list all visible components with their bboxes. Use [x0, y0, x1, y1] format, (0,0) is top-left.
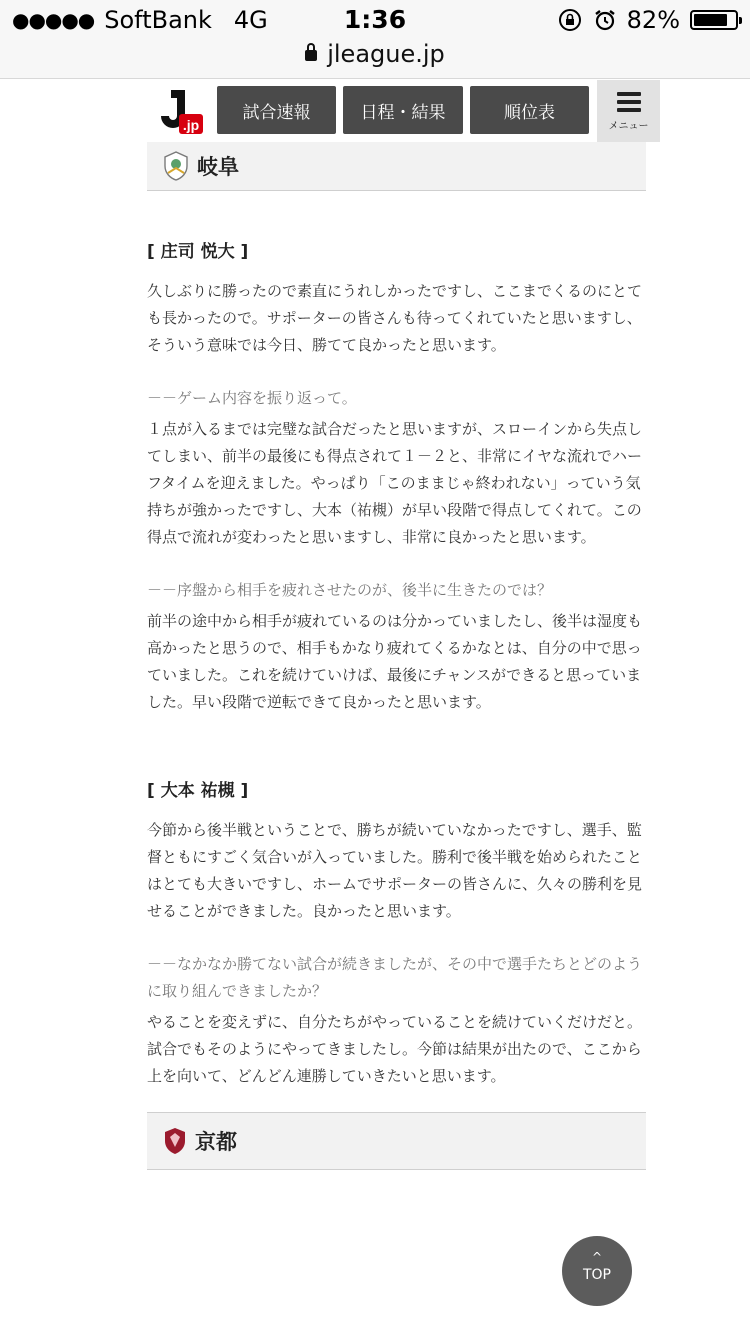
battery-icon — [690, 10, 738, 30]
battery-level — [694, 14, 727, 26]
menu-button[interactable] — [597, 80, 660, 142]
battery-percent: 82% — [626, 6, 680, 34]
status-bar — [0, 0, 750, 40]
gifu-crest-icon — [163, 151, 189, 181]
carrier-name: SoftBank — [104, 6, 212, 34]
team-name: 岐阜 — [197, 155, 239, 179]
chevron-up-icon: ^ — [591, 1250, 603, 1264]
nav-schedule-button[interactable]: 日程・結果 — [343, 86, 463, 134]
answer-text: 前半の途中から相手が疲れているのは分かっていましたし、後半は湿度も高かったと思うので、相手もかなり疲れてくるかなとは、自分の中で思っていました。これを続けていけば、最後にチャンスができると思っていました。早い段階で逆転できて良かったと思います。 — [147, 612, 643, 711]
player-name: [ 庄司 悦大 ] — [147, 242, 249, 262]
team-name: 京都 — [195, 1130, 237, 1154]
answer-text: やることを変えずに、自分たちがやっていることを続けていくだけだと。試合でもそのようにやってきましたし。今節は結果が出たので、ここから上を向いて、どんどん連勝していきたいと思います。 — [147, 1013, 643, 1085]
svg-text:.jp: .jp — [182, 117, 200, 133]
kyoto-crest-icon — [163, 1127, 187, 1155]
status-right — [557, 6, 738, 34]
clock: 1:36 — [343, 5, 407, 34]
hamburger-icon — [617, 92, 641, 96]
question-text: －－なかなか勝てない試合が続きましたが、その中で選手たちとどのように取り組んできましたか？ — [147, 955, 643, 1000]
alarm-icon — [593, 8, 617, 32]
nav-standings-button[interactable]: 順位表 — [470, 86, 589, 134]
team-header-kyoto — [147, 1112, 646, 1170]
answer-text: １点が入るまでは完璧な試合だったと思いますが、スローインから失点してしまい、前半の最後にも得点されて１－２と、非常にイヤな流れでハーフタイムを迎えました。やっぱり「このままじゃ終われない」っていう気持ちが強かったですし、大本（祐槻）が早い段階で得点してくれて。この得点で流れが変わったと思いますし、非常に良かったと思います。 — [147, 420, 643, 546]
answer-text: 今節から後半戦ということで、勝ちが続いていなかったですし、選手、監督ともにすごく気合いが入っていました。勝利で後半戦を始められたことはとても大きいですし、ホームでサポーターの皆さんに、久々の勝利を見せることができました。良かったと思います。 — [147, 821, 643, 920]
signal-dots-icon: ●●●●● — [12, 8, 95, 32]
question-text: －－ゲーム内容を振り返って。 — [147, 389, 357, 407]
menu-label: メニュー — [608, 121, 649, 132]
article-content — [147, 142, 646, 1170]
site-header — [147, 80, 660, 142]
player-name: [ 大本 祐槻 ] — [147, 781, 249, 801]
answer-text: 久しぶりに勝ったので素直にうれしかったですし、ここまでくるのにとても長かったので。サポーターの皆さんも待ってくれていたと思いますし、そういう意味では今日、勝てて良かったと思います。 — [147, 282, 643, 354]
nav-live-button[interactable]: 試合速報 — [217, 86, 336, 134]
lock-icon — [305, 50, 317, 61]
question-text: －－序盤から相手を疲れさせたのが、後半に生きたのでは？ — [147, 581, 553, 599]
url-text: jleague.jp — [327, 40, 445, 68]
hamburger-icon-bar — [617, 100, 641, 104]
rotation-lock-icon — [557, 7, 583, 33]
team-header-gifu — [147, 142, 646, 191]
back-to-top-button[interactable] — [562, 1236, 632, 1306]
jleague-logo[interactable] — [157, 88, 207, 138]
network-type: 4G — [233, 6, 268, 34]
top-label: TOP — [582, 1267, 611, 1283]
address-bar[interactable] — [0, 40, 750, 79]
hamburger-icon-bar — [617, 108, 641, 112]
